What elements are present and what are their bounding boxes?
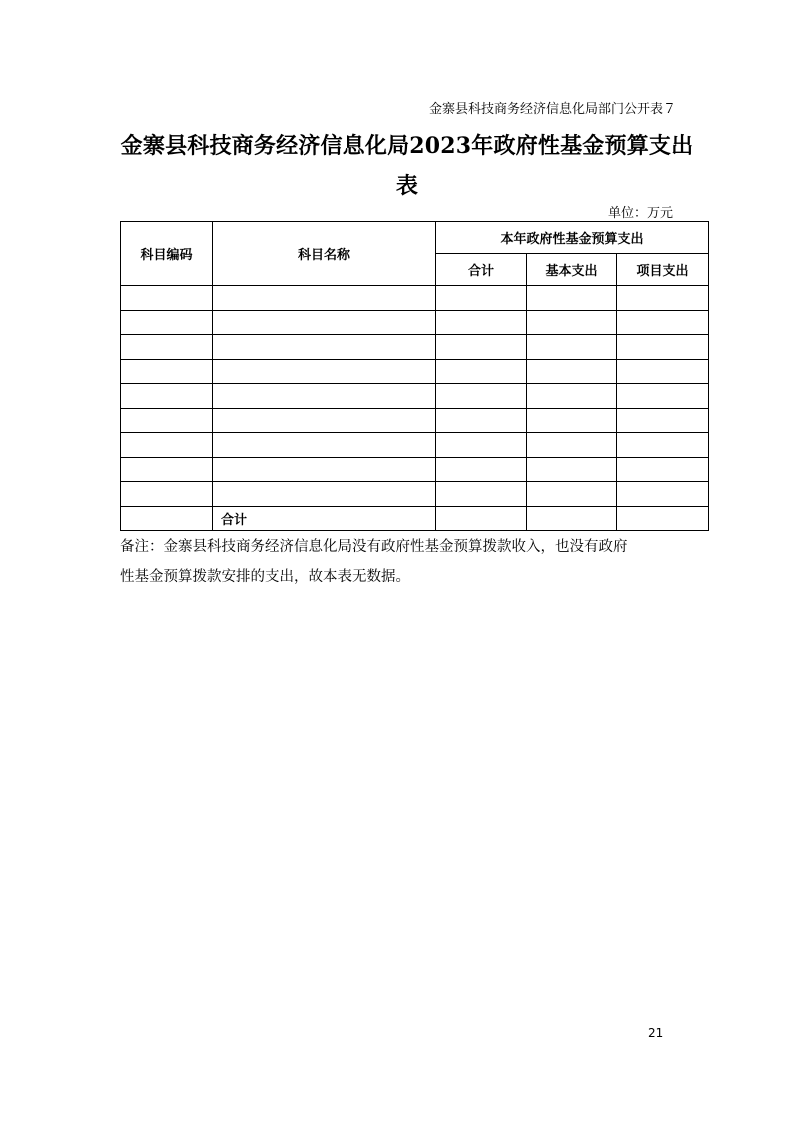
table-cell xyxy=(617,359,709,384)
table-row xyxy=(121,335,709,360)
table-cell xyxy=(436,335,527,360)
table-cell xyxy=(617,384,709,409)
fund-expenditure-table xyxy=(120,221,709,531)
table-cell xyxy=(527,482,617,507)
table-cell xyxy=(213,384,436,409)
table-cell xyxy=(527,310,617,335)
table-cell xyxy=(213,310,436,335)
page-number: 21 xyxy=(648,1026,664,1040)
table-row xyxy=(121,359,709,384)
header-note: 金寨县科技商务经济信息化局部门公开表７ xyxy=(428,102,676,117)
table-row xyxy=(121,433,709,458)
table-cell xyxy=(617,408,709,433)
table-cell xyxy=(436,286,527,311)
table-cell xyxy=(527,335,617,360)
table-cell xyxy=(436,457,527,482)
footnote xyxy=(120,532,695,592)
table-cell xyxy=(617,506,709,530)
title-line-1: 金寨县科技商务经济信息化局2023年政府性基金预算支出 xyxy=(120,133,694,159)
table-row xyxy=(121,310,709,335)
table-cell xyxy=(436,310,527,335)
table-cell xyxy=(121,359,213,384)
col-header-project: 项目支出 xyxy=(617,254,709,286)
table-cell xyxy=(436,384,527,409)
table-row xyxy=(121,286,709,311)
table-cell xyxy=(527,457,617,482)
table-cell xyxy=(213,359,436,384)
table-cell xyxy=(213,482,436,507)
table-cell xyxy=(617,457,709,482)
table-row xyxy=(121,482,709,507)
table-cell xyxy=(527,408,617,433)
footnote-line-1: 备注：金寨县科技商务经济信息化局没有政府性基金预算拨款收入，也没有政府 xyxy=(120,539,628,555)
table-cell xyxy=(527,384,617,409)
table-cell xyxy=(121,433,213,458)
col-header-total: 合计 xyxy=(436,254,527,286)
table-cell xyxy=(436,408,527,433)
table-cell xyxy=(617,310,709,335)
table-cell xyxy=(617,286,709,311)
table-cell xyxy=(617,482,709,507)
page-title xyxy=(118,126,696,206)
table-cell xyxy=(436,433,527,458)
table-cell xyxy=(436,506,527,530)
table-cell xyxy=(121,335,213,360)
total-label: 合计 xyxy=(213,506,436,530)
col-header-basic: 基本支出 xyxy=(527,254,617,286)
table-cell xyxy=(213,457,436,482)
table-header-row xyxy=(121,222,709,254)
unit-label: 单位：万元 xyxy=(607,206,673,221)
table-cell xyxy=(121,482,213,507)
table-cell xyxy=(121,408,213,433)
table-cell xyxy=(527,506,617,530)
table-cell xyxy=(213,286,436,311)
table-cell xyxy=(213,433,436,458)
table-cell xyxy=(213,335,436,360)
col-header-code: 科目编码 xyxy=(121,222,213,286)
table-row xyxy=(121,384,709,409)
col-header-group: 本年政府性基金预算支出 xyxy=(436,222,709,254)
table-row xyxy=(121,408,709,433)
table-cell xyxy=(121,506,213,530)
table-row xyxy=(121,457,709,482)
title-line-2: 表 xyxy=(395,173,419,199)
table-cell xyxy=(617,335,709,360)
table-cell xyxy=(527,359,617,384)
table-cell xyxy=(527,286,617,311)
table-cell xyxy=(121,310,213,335)
table-cell xyxy=(121,384,213,409)
table-total-row xyxy=(121,506,709,530)
table-cell xyxy=(121,286,213,311)
table-cell xyxy=(527,433,617,458)
col-header-name: 科目名称 xyxy=(213,222,436,286)
table-cell xyxy=(436,482,527,507)
footnote-line-2: 性基金预算拨款安排的支出，故本表无数据。 xyxy=(120,569,410,585)
table-cell xyxy=(436,359,527,384)
table-cell xyxy=(617,433,709,458)
table-cell xyxy=(121,457,213,482)
table-cell xyxy=(213,408,436,433)
